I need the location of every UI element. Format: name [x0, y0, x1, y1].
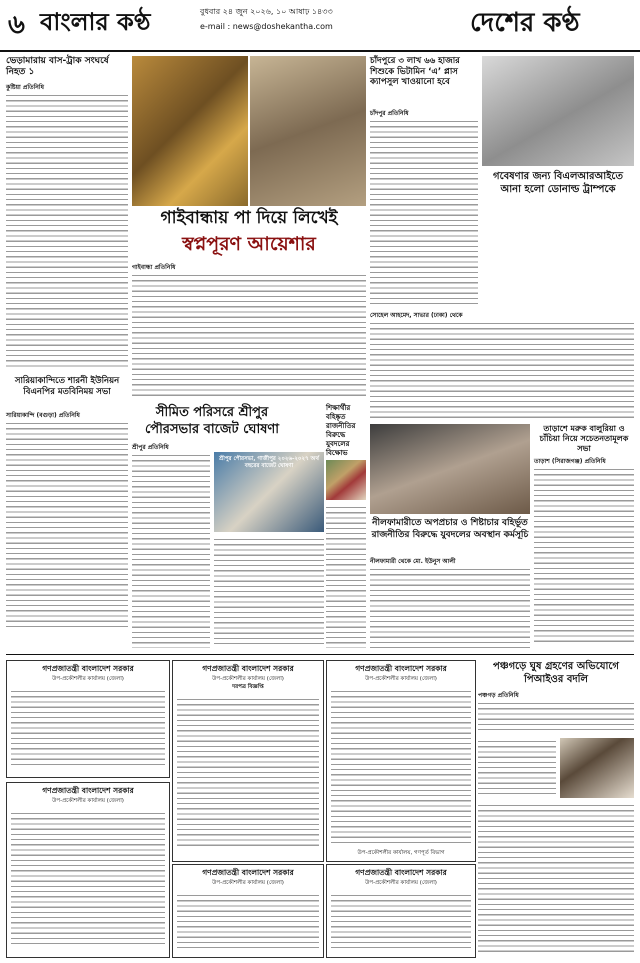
paper-name: বাংলার কণ্ঠ	[40, 8, 151, 36]
section-name: দেশের কণ্ঠ	[470, 8, 580, 38]
article-body	[132, 272, 366, 398]
notice-footer: উপ-প্রকৌশলীর কার্যালয়, গণপূর্ত বিভাগ	[357, 850, 445, 856]
article-byline: কুষ্টিয়া প্রতিনিধি	[6, 84, 44, 91]
masthead	[0, 0, 640, 52]
article-body	[132, 452, 210, 648]
notice-subtitle: উপ-প্রকৌশলীর কার্যালয় (জেলা)	[365, 880, 437, 886]
news-photo	[482, 56, 634, 166]
notice-title: গণপ্রজাতন্ত্রী বাংলাদেশ সরকার	[42, 786, 134, 795]
article-body	[214, 536, 324, 648]
news-photo	[560, 738, 634, 798]
date-line: বুধবার ২৪ জুন ২০২৬, ১০ আষাঢ় ১৪৩৩	[200, 7, 333, 16]
article-headline: সারিয়াকান্দিতে শারনী ইউনিয়ন বিএনপির মতবিনিময় সভা	[14, 376, 120, 397]
notice-body	[177, 892, 319, 952]
notice-subtitle: উপ-প্রকৌশলীর কার্যালয় (জেলা)	[52, 798, 124, 804]
article-headline: পঞ্চগড়ে ঘুষ গ্রহণের অভিযোগে পিআইওর বদলি	[493, 661, 619, 685]
notice-subtitle: উপ-প্রকৌশলীর কার্যালয় (জেলা)	[212, 676, 284, 682]
article-body	[370, 320, 634, 420]
article-byline: চাঁদপুর প্রতিনিধি	[370, 110, 409, 117]
article-byline: নীলফামারী থেকে মো. ইউনুস আলী	[370, 558, 456, 565]
notice-title: গণপ্রজাতন্ত্রী বাংলাদেশ সরকার	[355, 664, 447, 673]
notice-body	[177, 696, 319, 846]
article-headline: সীমিত পরিসরে শ্রীপুর পৌরসভার বাজেট ঘোষণা	[144, 405, 280, 437]
notice-body	[11, 688, 165, 768]
notice-subtitle: উপ-প্রকৌশলীর কার্যালয় (জেলা)	[365, 676, 437, 682]
article-headline: শিক্ষার্থীর বহিষ্কৃত রাজনীতির বিরুদ্ধে যুবদলের বিক্ষোভ	[326, 404, 356, 457]
lead-headline-sub: স্বপ্নপূরণ আয়েশার	[182, 233, 316, 255]
notice-title: গণপ্রজাতন্ত্রী বাংলাদেশ সরকার	[202, 868, 294, 877]
article-headline: নীলফামারীতে অপপ্রচার ও শিষ্টাচার বহির্ভূত রাজনীতির বিরুদ্ধে যুবদলের অবস্থান কর্মসূচি	[371, 518, 529, 540]
notice-body	[331, 892, 471, 952]
email-line: e-mail : news@doshekantha.com	[200, 22, 333, 31]
notice-title: গণপ্রজাতন্ত্রী বাংলাদেশ সরকার	[42, 664, 134, 673]
article-byline: তাড়াশ (সিরাজগঞ্জ) প্রতিনিধি	[534, 458, 606, 465]
news-photo	[132, 56, 248, 206]
lead-headline: গাইবান্ধায় পা দিয়ে লিখেই	[160, 208, 338, 228]
article-body	[6, 92, 128, 370]
article-headline: ভেড়ামারায় বাস-ট্রাক সংঘর্ষে নিহত ১	[6, 56, 109, 77]
article-byline: শ্রীপুর প্রতিনিধি	[132, 444, 169, 451]
article-body	[478, 700, 634, 734]
notice-body	[11, 810, 165, 946]
article-body	[370, 566, 530, 648]
article-headline: গবেষণার জন্য বিএলআরআইতে আনা হলো ডোনাল্ড ট্রাম্পকে	[493, 171, 623, 195]
article-byline: সারিয়াকান্দি (বগুড়া) প্রতিনিধি	[6, 412, 80, 419]
tender-notice	[326, 660, 476, 862]
banner-text: শ্রীপুর পৌরসভা, গাজীপুর ২০২৬-২০২৭ অর্থ বছরের বাজেট ঘোষণা	[219, 456, 319, 469]
notice-title: গণপ্রজাতন্ত্রী বাংলাদেশ সরকার	[202, 664, 294, 673]
notice-title: গণপ্রজাতন্ত্রী বাংলাদেশ সরকার	[355, 868, 447, 877]
article-byline: পঞ্চগড় প্রতিনিধি	[478, 692, 519, 699]
tender-notice	[172, 864, 324, 958]
section-divider	[6, 654, 634, 655]
notice-body	[331, 688, 471, 846]
news-photo	[326, 460, 366, 500]
article-body	[478, 802, 634, 956]
article-byline: সোহেল আহমেদ, সাভার (ঢাকা) থেকে	[370, 312, 463, 319]
article-body	[370, 118, 478, 304]
article-headline: তাড়াশে মরুক বালুরিয়া ও চাঁচিয়া নিয়ে সচেতনতামূলক সভা	[539, 424, 629, 453]
page-number: ৬	[8, 10, 25, 40]
notice-subtitle: উপ-প্রকৌশলীর কার্যালয় (জেলা)	[52, 676, 124, 682]
article-body	[6, 420, 128, 630]
article-body	[478, 738, 556, 798]
notice-label: দরপত্র বিজ্ঞপ্তি	[232, 684, 264, 690]
tender-notice	[6, 782, 170, 958]
tender-notice	[172, 660, 324, 862]
news-photo	[370, 424, 530, 514]
article-body	[534, 466, 634, 646]
tender-notice	[326, 864, 476, 958]
article-body	[326, 504, 366, 648]
article-byline: গাইবান্ধা প্রতিনিধি	[132, 264, 176, 271]
tender-notice	[6, 660, 170, 778]
notice-subtitle: উপ-প্রকৌশলীর কার্যালয় (জেলা)	[212, 880, 284, 886]
article-headline: চাঁদপুরে ৩ লাখ ৬৬ হাজার শিশুকে ভিটামিন ‘এ’ প্লাস ক্যাপসুল খাওয়ানো হবে	[370, 56, 460, 87]
news-photo	[250, 56, 366, 206]
